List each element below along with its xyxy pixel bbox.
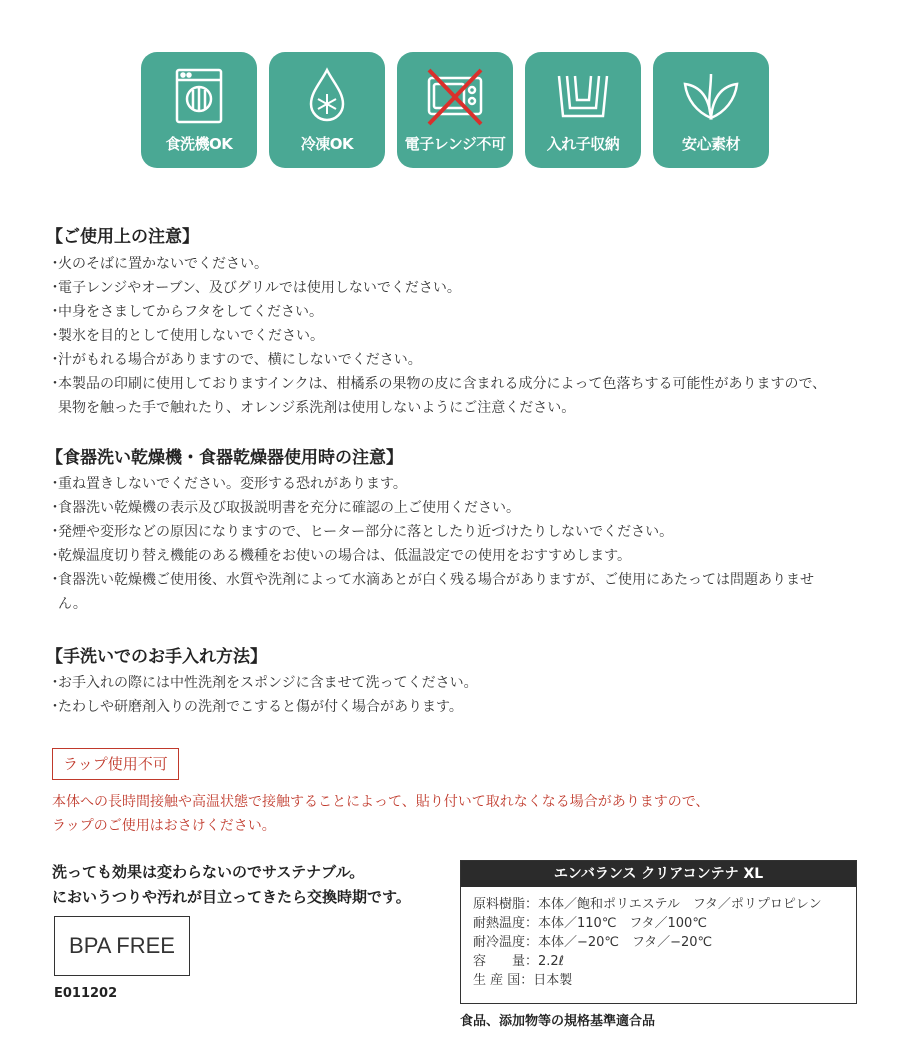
freezer-icon [297,66,357,126]
dishwasher-tile [141,52,257,168]
list-item: ・中身をさましてからフタをしてください。 [48,304,324,320]
icon-label: 食洗機OK [165,135,233,153]
list-item: ・火のそばに置かないでください。 [48,256,268,272]
icon-label: 電子レンジ不可 [404,135,506,153]
product-code: E011202 [54,986,118,1001]
wrap-warning-line: 本体への長時間接触や高温状態で接触することによって、貼り付いて取れなくなる場合がありますので、 [52,794,710,810]
sustainability-text [52,860,411,910]
icon-label: 安心素材 [681,135,740,153]
bpa-free-badge: BPA FREE [54,916,190,976]
list-item: ・汁がもれる場合がありますので、横にしないでください。 [48,352,422,368]
no-wrap-badge: ラップ使用不可 [52,748,179,780]
leaf-icon [681,66,741,126]
list-item: ・乾燥温度切り替え機能のある機種をお使いの場合は、低温設定での使用をおすすめします。 [48,548,632,564]
handwash-notes [48,671,838,719]
list-item: ・電子レンジやオーブン、及びグリルでは使用しないでください。 [48,280,461,296]
spec-row: 原料樹脂：本体／飽和ポリエステル フタ／ポリプロピレン [473,897,822,912]
list-item: ・食器洗い乾燥機の表示及び取扱説明書を充分に確認の上ご使用ください。 [48,500,520,516]
section-title-usage: 【ご使用上の注意】 [46,227,199,247]
wrap-warning [52,790,709,838]
microwave-prohibited-icon [425,66,485,126]
list-item: ・重ね置きしないでください。変形する恐れがあります。 [48,476,407,492]
section-title-dishwasher: 【食器洗い乾燥機・食器乾燥器使用時の注意】 [46,448,403,468]
spec-title: エンバランス クリアコンテナ XL [461,861,856,887]
list-item: ・たわしや研磨剤入りの洗剤でこすると傷が付く場合があります。 [48,699,463,715]
list-item: ・製氷を目的として使用しないでください。 [48,328,324,344]
safe-material-tile [653,52,769,168]
microwave-tile [397,52,513,168]
usage-notes [48,252,838,420]
icon-label: 入れ子収納 [546,135,620,153]
spec-table [460,860,857,1004]
list-item: ・発煙や変形などの原因になりますので、ヒーター部分に落としたり近づけたりしないでください。 [48,524,674,540]
list-item: ・本製品の印刷に使用しておりますインクは、柑橘系の果物の皮に含まれる成分によって色落ちする可能性がありますので、果物を触った手で触れたり、オレンジ系洗剤は使用しないようにご注意ください。 [48,376,827,416]
spec-row: 耐冷温度：本体／−20℃ フタ／−20℃ [473,935,713,950]
spec-row: 生 産 国：日本製 [473,973,573,988]
spec-rows [461,887,856,998]
food-standard-note: 食品、添加物等の規格基準適合品 [460,1014,656,1029]
freezer-tile [269,52,385,168]
section-title-handwash: 【手洗いでのお手入れ方法】 [46,647,267,667]
dishwasher-notes [48,472,838,616]
dishwasher-icon [169,66,229,126]
sustain-line: 洗っても効果は変わらないのでサステナブル。 [52,863,365,881]
sustain-line: においうつりや汚れが目立ってきたら交換時期です。 [52,888,411,906]
spec-row: 耐熱温度：本体／110℃ フタ／100℃ [473,916,707,931]
icon-label: 冷凍OK [300,135,354,153]
list-item: ・お手入れの際には中性洗剤をスポンジに含ませて洗ってください。 [48,675,478,691]
wrap-warning-line: ラップのご使用はおさけください。 [52,818,276,834]
list-item: ・食器洗い乾燥機ご使用後、水質や洗剤によって水滴あとが白く残る場合がありますが、ご使用にあたっては問題ありません。 [48,572,814,612]
nesting-tile [525,52,641,168]
feature-icons [141,52,769,168]
spec-row: 容 量：2.2ℓ [473,954,565,969]
nesting-icon [553,66,613,126]
